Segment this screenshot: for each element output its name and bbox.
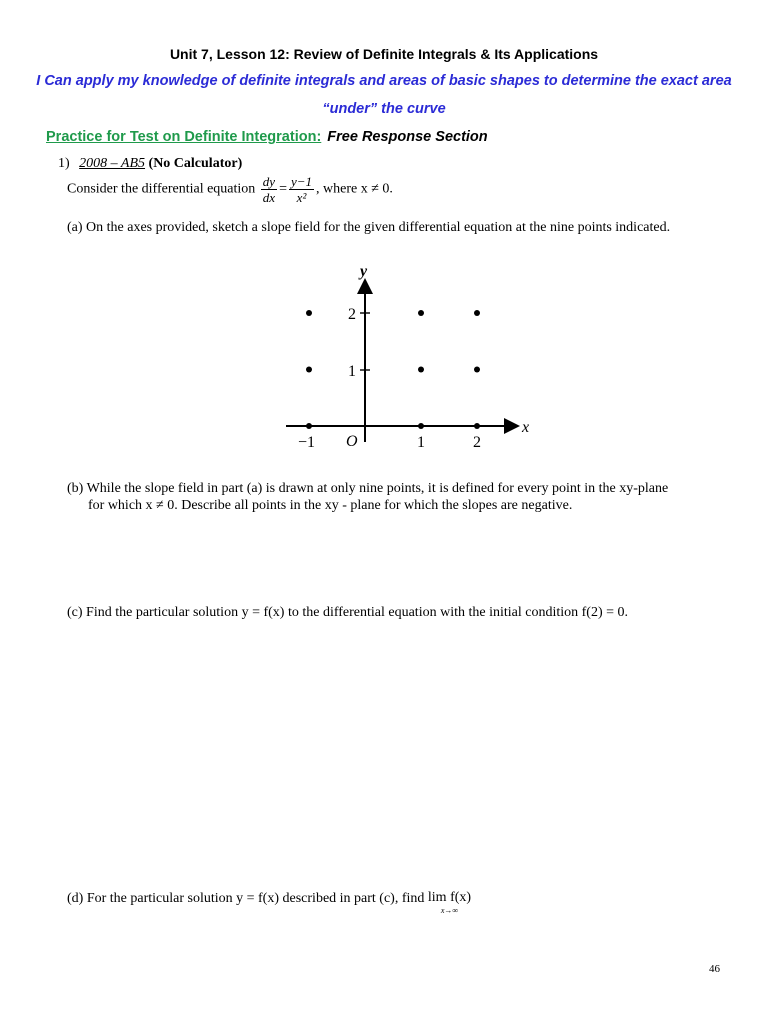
rhs-denominator: x² [296,190,307,205]
x-tick-label: 1 [417,434,425,451]
practice-label: Practice for Test on Definite Integration: [46,129,322,145]
x-axis-label: x [522,419,530,436]
slope-field-axes[interactable] [278,258,528,458]
limit-expression [428,891,471,917]
slope-field-points [306,310,480,429]
y-tick-label: 2 [348,306,356,323]
differential-equation-line [67,174,393,205]
grid-point [418,310,424,316]
learning-goal-line-2: “under” the curve [322,101,446,117]
rhs-fraction [289,174,314,205]
x-tick-label: −1 [298,434,316,451]
question-number: 1) [58,156,70,171]
grid-point [306,367,312,373]
question-header [58,156,242,172]
part-a-text: (a) On the axes provided, sketch a slope field for the given differential equation at the nine points indicated. [67,220,671,235]
grid-point [474,367,480,373]
part-d-line [67,891,471,917]
grid-point [418,367,424,373]
lhs-denominator: dx [262,190,276,205]
section-heading [46,129,488,145]
page-title: Unit 7, Lesson 12: Review of Definite Integrals & Its Applications [169,46,599,62]
page-number: 46 [709,963,720,975]
x-tick-label: 2 [473,434,481,451]
intro-text: Consider the differential equation [67,181,256,197]
grid-point [418,423,424,429]
grid-point [306,310,312,316]
part-b-text-2: for which x ≠ 0. Describe all points in the xy - plane for which the slopes are negative. [88,498,573,513]
origin-label: O [346,433,358,450]
grid-point [306,423,312,429]
part-b-text-1: (b) While the slope field in part (a) is drawn at only nine points, it is defined for every point in the xy-plane [67,481,669,496]
y-axis-label: y [360,263,368,280]
calculator-note: (No Calculator) [148,156,243,171]
equation-condition: , where x ≠ 0. [316,181,393,197]
part-d-text: (d) For the particular solution y = f(x) described in part (c), find [67,891,425,906]
limit-subscript: x→∞ [440,906,459,915]
limit-text: lim f(x) [427,890,472,905]
grid-point [474,423,480,429]
question-source: 2008 – AB5 [79,156,146,171]
lhs-fraction [261,174,277,205]
lhs-numerator: dy [262,174,276,189]
section-type: Free Response Section [327,129,488,145]
part-c-text: (c) Find the particular solution y = f(x) to the differential equation with the initial condition f(2) = 0. [67,605,629,620]
rhs-numerator: y−1 [290,174,313,189]
y-tick-label: 1 [348,363,356,380]
grid-point [474,310,480,316]
equals-sign: = [279,181,287,197]
learning-goal-line-1: I Can apply my knowledge of definite integrals and areas of basic shapes to determine the exact area [36,73,732,89]
